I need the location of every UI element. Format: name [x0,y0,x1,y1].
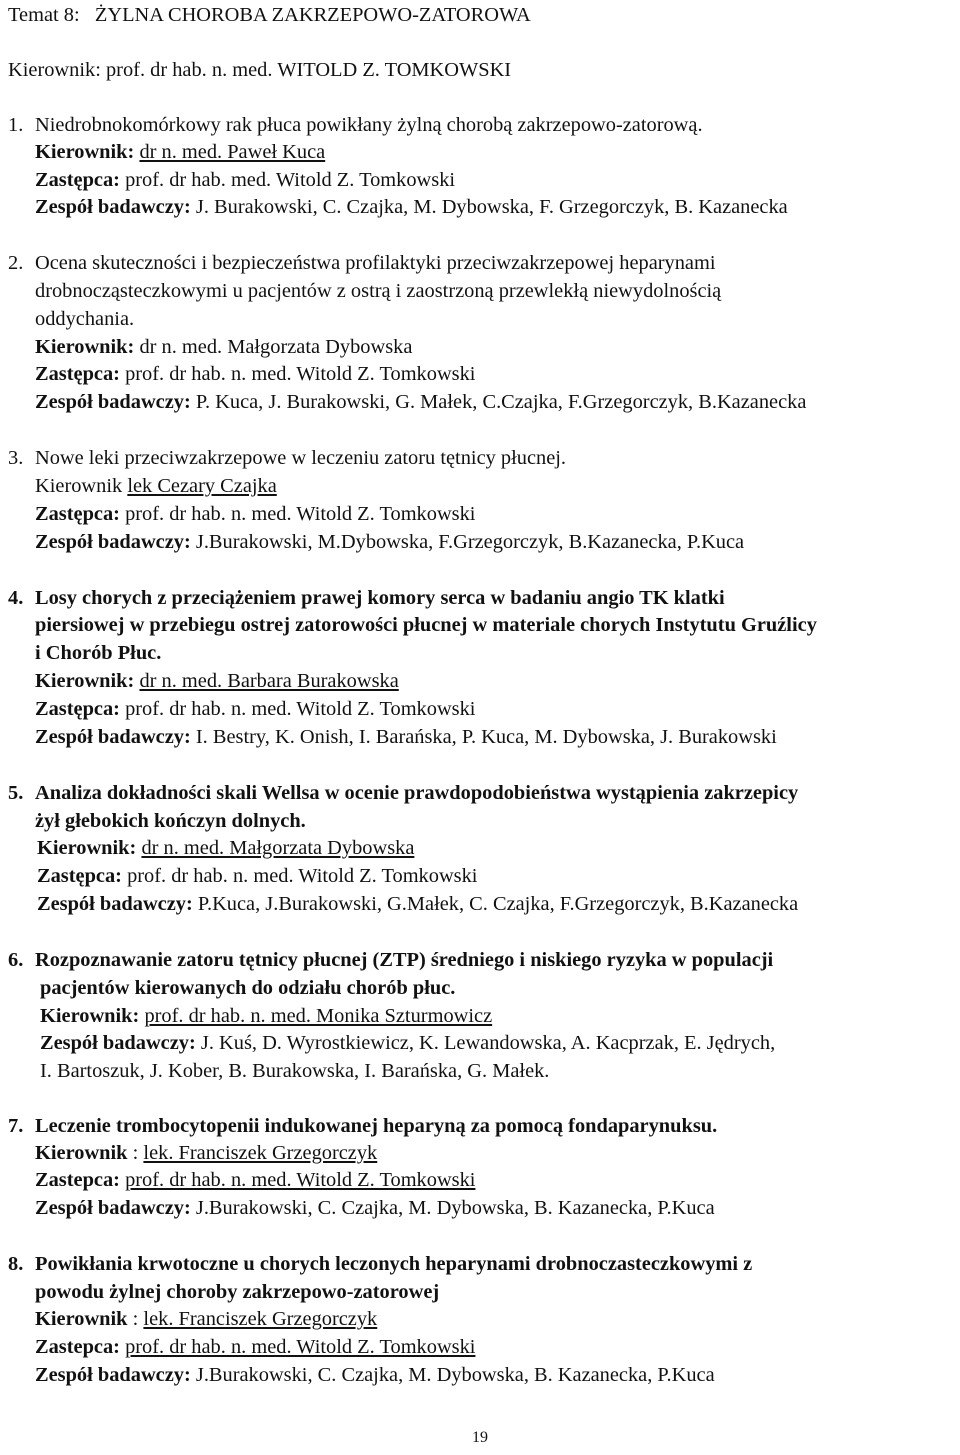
project-4-deputy: Zastępca: prof. dr hab. n. med. Witold Z. Tomkowski [35,698,476,720]
project-2-title-line-2: drobnocząsteczkowymi u pacjentów z ostrą i zaostrzoną przewlekłą niewydolnością [35,280,722,302]
project-8-manager: Kierownik : lek. Franciszek Grzegorczyk [35,1308,378,1330]
project-7-team: Zespół badawczy: J.Burakowski, C. Czajka, M. Dybowska, B. Kazanecka, P.Kuca [35,1197,715,1219]
project-1-number: 1. [8,114,24,136]
project-2-team: Zespół badawczy: P. Kuca, J. Burakowski, G. Małek, C.Czajka, F.Grzegorczyk, B.Kazanecka [35,391,807,413]
page-number: 19 [472,1429,488,1446]
project-8-deputy: Zastepca: prof. dr hab. n. med. Witold Z. Tomkowski [35,1336,476,1358]
project-7-deputy: Zastepca: prof. dr hab. n. med. Witold Z. Tomkowski [35,1169,476,1191]
project-2-title-line-3: oddychania. [35,308,135,330]
project-4-title-line-3: i Chorób Płuc. [35,642,162,664]
project-7-title: 7. Leczenie trombocytopenii indukowanej heparyną za pomocą fondaparynuksu. [8,1113,717,1141]
project-2-manager: Kierownik: dr n. med. Małgorzata Dybowska [35,336,413,358]
project-7-manager: Kierownik : lek. Franciszek Grzegorczyk [35,1142,378,1164]
project-5-deputy: Zastępca: prof. dr hab. n. med. Witold Z. Tomkowski [37,865,478,887]
project-1-deputy: Zastępca: prof. dr hab. med. Witold Z. Tomkowski [35,169,456,191]
topic-label: Temat 8: [8,4,80,26]
project-6-team: Zespół badawczy: J. Kuś, D. Wyrostkiewicz, K. Lewandowska, A. Kacprzak, E. Jędrych, [40,1032,776,1054]
project-4-team: Zespół badawczy: I. Bestry, K. Onish, I. Barańska, P. Kuca, M. Dybowska, J. Burakowski [35,726,777,748]
project-6-team-line-2: I. Bartoszuk, J. Kober, B. Burakowska, I. Barańska, G. Małek. [40,1060,550,1082]
project-8-title: 8. Powikłania krwotoczne u chorych leczonych heparynami drobnoczasteczkowymi z [8,1251,752,1279]
project-1-title [8,112,703,140]
project-5-title: 5. Analiza dokładności skali Wellsa w ocenie prawdopodobieństwa wystąpienia zakrzepicy [8,780,798,808]
project-3-manager: Kierownik lek Cezary Czajka [35,475,277,497]
topic-line [8,2,531,30]
topic-manager-label: Kierownik: [8,59,101,81]
project-4-title: 4. Losy chorych z przeciążeniem prawej komory serca w badaniu angio TK klatki [8,585,725,613]
project-3-deputy: Zastępca: prof. dr hab. n. med. Witold Z. Tomkowski [35,503,476,525]
project-5-number: 5. [8,782,24,804]
project-2-number: 2. [8,252,24,274]
project-6-manager: Kierownik: prof. dr hab. n. med. Monika Szturmowicz [40,1005,493,1027]
project-3-number: 3. [8,447,24,469]
project-6-title: 6. Rozpoznawanie zatoru tętnicy płucnej (ZTP) średniego i niskiego ryzyka w populacji [8,947,773,975]
project-2-deputy: Zastępca: prof. dr hab. n. med. Witold Z. Tomkowski [35,363,476,385]
project-5-team: Zespół badawczy: P.Kuca, J.Burakowski, G.Małek, C. Czajka, F.Grzegorczyk, B.Kazanecka [37,893,799,915]
project-6-title-line-2: pacjentów kierowanych do odziału chorób płuc. [40,977,456,999]
project-3-team: Zespół badawczy: J.Burakowski, M.Dybowska, F.Grzegorczyk, B.Kazanecka, P.Kuca [35,531,745,553]
project-8-title-line-2: powodu żylnej choroby zakrzepowo-zatorowej [35,1281,440,1303]
project-8-number: 8. [8,1253,24,1275]
project-4-number: 4. [8,587,24,609]
project-4-manager: Kierownik: dr n. med. Barbara Burakowska [35,670,399,692]
project-1-title-line-1: Niedrobnokomórkowy rak płuca powikłany żylną chorobą zakrzepowo-zatorową. [35,114,703,136]
project-5-title-line-2: żył głebokich kończyn dolnych. [35,810,306,832]
topic-manager-name: prof. dr hab. n. med. WITOLD Z. TOMKOWSKI [105,59,512,81]
topic-manager-line [8,57,511,85]
project-6-number: 6. [8,949,24,971]
project-4-title-line-2: piersiowej w przebiegu ostrej zatorowości płucnej w materiale chorych Instytutu Gruźlicy [35,614,817,636]
project-7-number: 7. [8,1115,24,1137]
project-1-manager: Kierownik: dr n. med. Paweł Kuca [35,141,326,163]
project-1-team: Zespół badawczy: J. Burakowski, C. Czajka, M. Dybowska, F. Grzegorczyk, B. Kazanecka [35,196,788,218]
project-5-manager: Kierownik: dr n. med. Małgorzata Dybowska [37,837,415,859]
topic-title: ŻYLNA CHOROBA ZAKRZEPOWO-ZATOROWA [94,4,531,26]
project-8-team: Zespół badawczy: J.Burakowski, C. Czajka, M. Dybowska, B. Kazanecka, P.Kuca [35,1364,715,1386]
project-3-title: 3. Nowe leki przeciwzakrzepowe w leczeniu zatoru tętnicy płucnej. [8,445,566,473]
project-2-title: 2. Ocena skuteczności i bezpieczeństwa profilaktyki przeciwzakrzepowej heparynami [8,250,716,278]
